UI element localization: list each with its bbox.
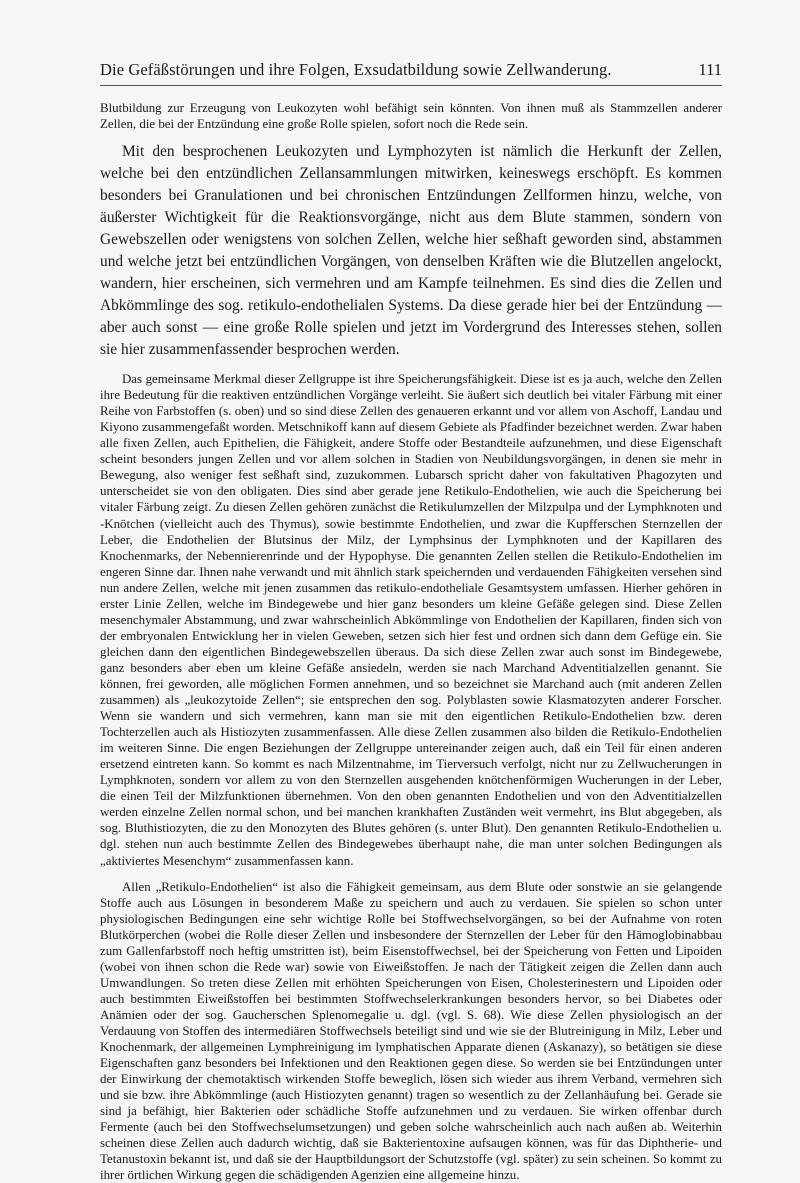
- running-title: Die Gefäßstörungen und ihre Folgen, Exsudatbildung sowie Zellwanderung.: [100, 60, 612, 79]
- paragraph-main: Mit den besprochenen Leukozyten und Lymphozyten ist nämlich die Herkunft der Zellen, welche bei den entzündlichen Zellansammlungen mitwirken, keineswegs erschöpft. Es kommen besonders bei Granulationen und bei chronischen Entzündungen Zellformen hinzu, welche, von äußerster Wichtigkeit für die Reaktionsvorgänge, nicht aus dem Blute stammen, sondern von Gewebszellen oder wenigstens von solchen Zellen, welche hier seßhaft geworden sind, abstammen und welche jetzt bei entzündlichen Vorgängen, von denselben Kräften wie die Blutzellen angelockt, wandern, hier erscheinen, sich vermehren und am Kampfe teilnehmen. Es sind dies die Zellen und Abkömmlinge des sog. retikulo-endothelialen Systems. Da diese gerade hier bei der Entzündung — aber auch sonst — eine große Rolle spielen und jetzt im Vordergrund des Interesses stehen, sollen sie hier zusammenfassender besprochen werden.: [100, 143, 722, 359]
- paragraph-small-1: Das gemeinsame Merkmal dieser Zellgruppe ist ihre Speicherungsfähigkeit. Diese ist es ja auch, welche den Zellen ihre Bedeutung für die reaktiven entzündlichen Vorgänge verleiht. Sie äußert sich deutlich bei vitaler Färbung mit einer Reihe von Farbstoffen (s. oben) und so sind diese Zellen des genaueren erkannt und vor allem von Aschoff, Landau und Kiyono zusammengefaßt worden. Metschnikoff kann auf diesem Gebiete als Pfadfinder bezeichnet werden. Zwar haben alle fixen Zellen, auch Epithelien, die Fähigkeit, andere Stoffe oder Bestandteile aufzunehmen, und diese Eigenschaft scheint besonders jungen Zellen und vor allem solchen in Stadien von Neubildungsvorgängen, in denen sie mehr in Bewegung, also weniger fest seßhaft sind, zuzukommen. Lubarsch spricht daher von fakultativen Phagozyten und unterscheidet sie von den obligaten. Dies sind aber gerade jene Retikulo-Endothelien, wie auch die Speicherung bei vitaler Färbung zeigt. Zu diesen Zellen gehören zunächst die Retikulumzellen der Milzpulpa und der Lymphknoten und -Knötchen (vielleicht auch des Thymus), sowie bestimmte Endothelien, und zwar die Kupfferschen Sternzellen der Leber, die Endothelien der Blutsinus der Milz, der Lymphsinus der Lymphknoten und der Kapillaren des Knochenmarks, der Nebennierenrinde und der Hypophyse. Die genannten Zellen stellen die Retikulo-Endothelien im engeren Sinne dar. Ihnen nahe verwandt und mit ähnlich stark speichernden und verdauenden Fähigkeiten versehen sind nun andere Zellen, welche mit jenen zusammen das retikulo-endotheliale Gesamtsystem umfassen. Hierher gehören in erster Linie Zellen, welche im Bindegewebe und hier ganz besonders um kleine Gefäße gelegen sind. Diese Zellen mesenchymaler Abstammung, und zwar wahrscheinlich Abkömmlinge von Endothelien der Kapillaren, finden sich von der embryonalen Entwicklung her in vielen Geweben, setzen sich hier fest und ordnen sich dann dem Gefüge ein. Sie gleichen dann den eigentlichen Bindegewebszellen überaus. Da sich diese Zellen zwar auch sonst im Bindegewebe, ganz besonders aber eben um kleine Gefäße ansiedeln, werden sie nach Marchand Adventitialzellen genannt. Sie können, frei geworden, alle möglichen Formen annehmen, und so bezeichnet sie Marchand auch (mit anderen Zellen zusammen) als „leukozytoide Zellen“; sie entsprechen den sog. Polyblasten sowie Klasmatozyten anderer Forscher. Wenn sie wandern und sich vermehren, kann man sie mit den eigentlichen Retikulo-Endothelien bzw. deren Tochterzellen auch als Histiozyten zusammenfassen. Alle diese Zellen zusammen also bilden die Retikulo-Endothelien im weiteren Sinne. Die engen Beziehungen der Zellgruppe untereinander zeigen auch, daß ein Teil für einen anderen ersetzend eintreten kann. So kommt es nach Milzentnahme, im Tierversuch verfolgt, nicht nur zu Zellwucherungen in Lymphknoten, sondern vor allem zu von den Sternzellen ausgehenden knötchenförmigen Wucherungen in der Leber, die einen Teil der Milzfunktionen übernehmen. Von den oben genannten Endothelien und von den Adventitialzellen werden einzelne Zellen normal schon, und bei manchen krankhaften Zuständen weit vermehrt, ins Blut abgegeben, als sog. Bluthistiozyten, die zu den Monozyten des Blutes gehören (s. unter Blut). Den genannten Retikulo-Endothelien u. dgl. stehen nun auch bestimmte Zellen des Bindegewebes überhaupt nahe, die man unter solchen Bedingungen als „aktiviertes Mesenchym“ zusammenfassen kann.: [100, 372, 722, 868]
- paragraph-small-2: Allen „Retikulo-Endothelien“ ist also die Fähigkeit gemeinsam, aus dem Blute oder sonstwie an sie gelangende Stoffe auch aus Lösungen in besonderem Maße zu speichern und auch zu verdauen. Sie spielen so schon unter physiologischen Bedingungen eine sehr wichtige Rolle bei Stoffwechselvorgängen, so bei der Aufnahme von roten Blutkörperchen (wobei die Rolle dieser Zellen und insbesondere der Sternzellen der Leber für den Hämoglobinabbau zum Gallenfarbstoff noch heftig umstritten ist), beim Eisenstoffwechsel, bei der Speicherung von Fetten und Lipoiden (wobei von ihnen schon die Rede war) sowie von Eiweißstoffen. Je nach der Tätigkeit zeigen die Zellen dann auch Umwandlungen. So treten diese Zellen mit erhöhten Speicherungen von Eisen, Cholesterinestern und Lipoiden oder auch bestimmten Eiweißstoffen bei bestimmten Stoffwechselerkrankungen besonders hervor, so bei Diabetes oder Anämien oder der sog. Gaucherschen Splenomegalie u. dgl. (vgl. S. 68). Wie diese Zellen physiologisch an der Verdauung von Stoffen des intermediären Stoffwechsels beteiligt sind und wie sie der Blutreinigung in Milz, Leber und Knochenmark, der allgemeinen Lymphreinigung im lymphatischen Apparate dienen (Askanazy), so betätigen sie diese Eigenschaften ganz besonders bei Infektionen und den Reaktionen gegen diese. So werden sie bei Entzündungen unter der Einwirkung der chemotaktisch wirkenden Stoffe beweglich, lösen sich wieder aus ihrem Verband, vermehren sich und sie bzw. ihre Abkömmlinge (auch Histiozyten genannt) tragen so wesentlich zu der Zellanhäufung bei. Gerade sie sind ja befähigt, hier Bakterien oder schädliche Stoffe aufzunehmen und zu verdauen. Sie wirken offenbar durch Fermente (auch bei den Stoffwechselumsetzungen) und geben solche wahrscheinlich auch nach außen ab. Weiterhin scheinen diese Zellen auch dadurch wichtig, daß sie Bakterientoxine aufsaugen können, was für das Diphtherie- und Tetanustoxin bekannt ist, und daß sie der Hauptbildungsort der Schutzstoffe (vgl. später) zu sein scheinen. So kommt zu ihrer örtlichen Wirkung gegen die schädigenden Agenzien eine allgemeine hinzu.: [100, 879, 722, 1183]
- paragraph-continuation: Blutbildung zur Erzeugung von Leukozyten wohl befähigt sein könnten. Von ihnen muß als Stammzellen anderer Zellen, die bei der Entzündung eine große Rolle spielen, sofort noch die Rede sein.: [100, 101, 722, 132]
- running-header: [100, 60, 722, 86]
- page-number: 111: [698, 60, 722, 79]
